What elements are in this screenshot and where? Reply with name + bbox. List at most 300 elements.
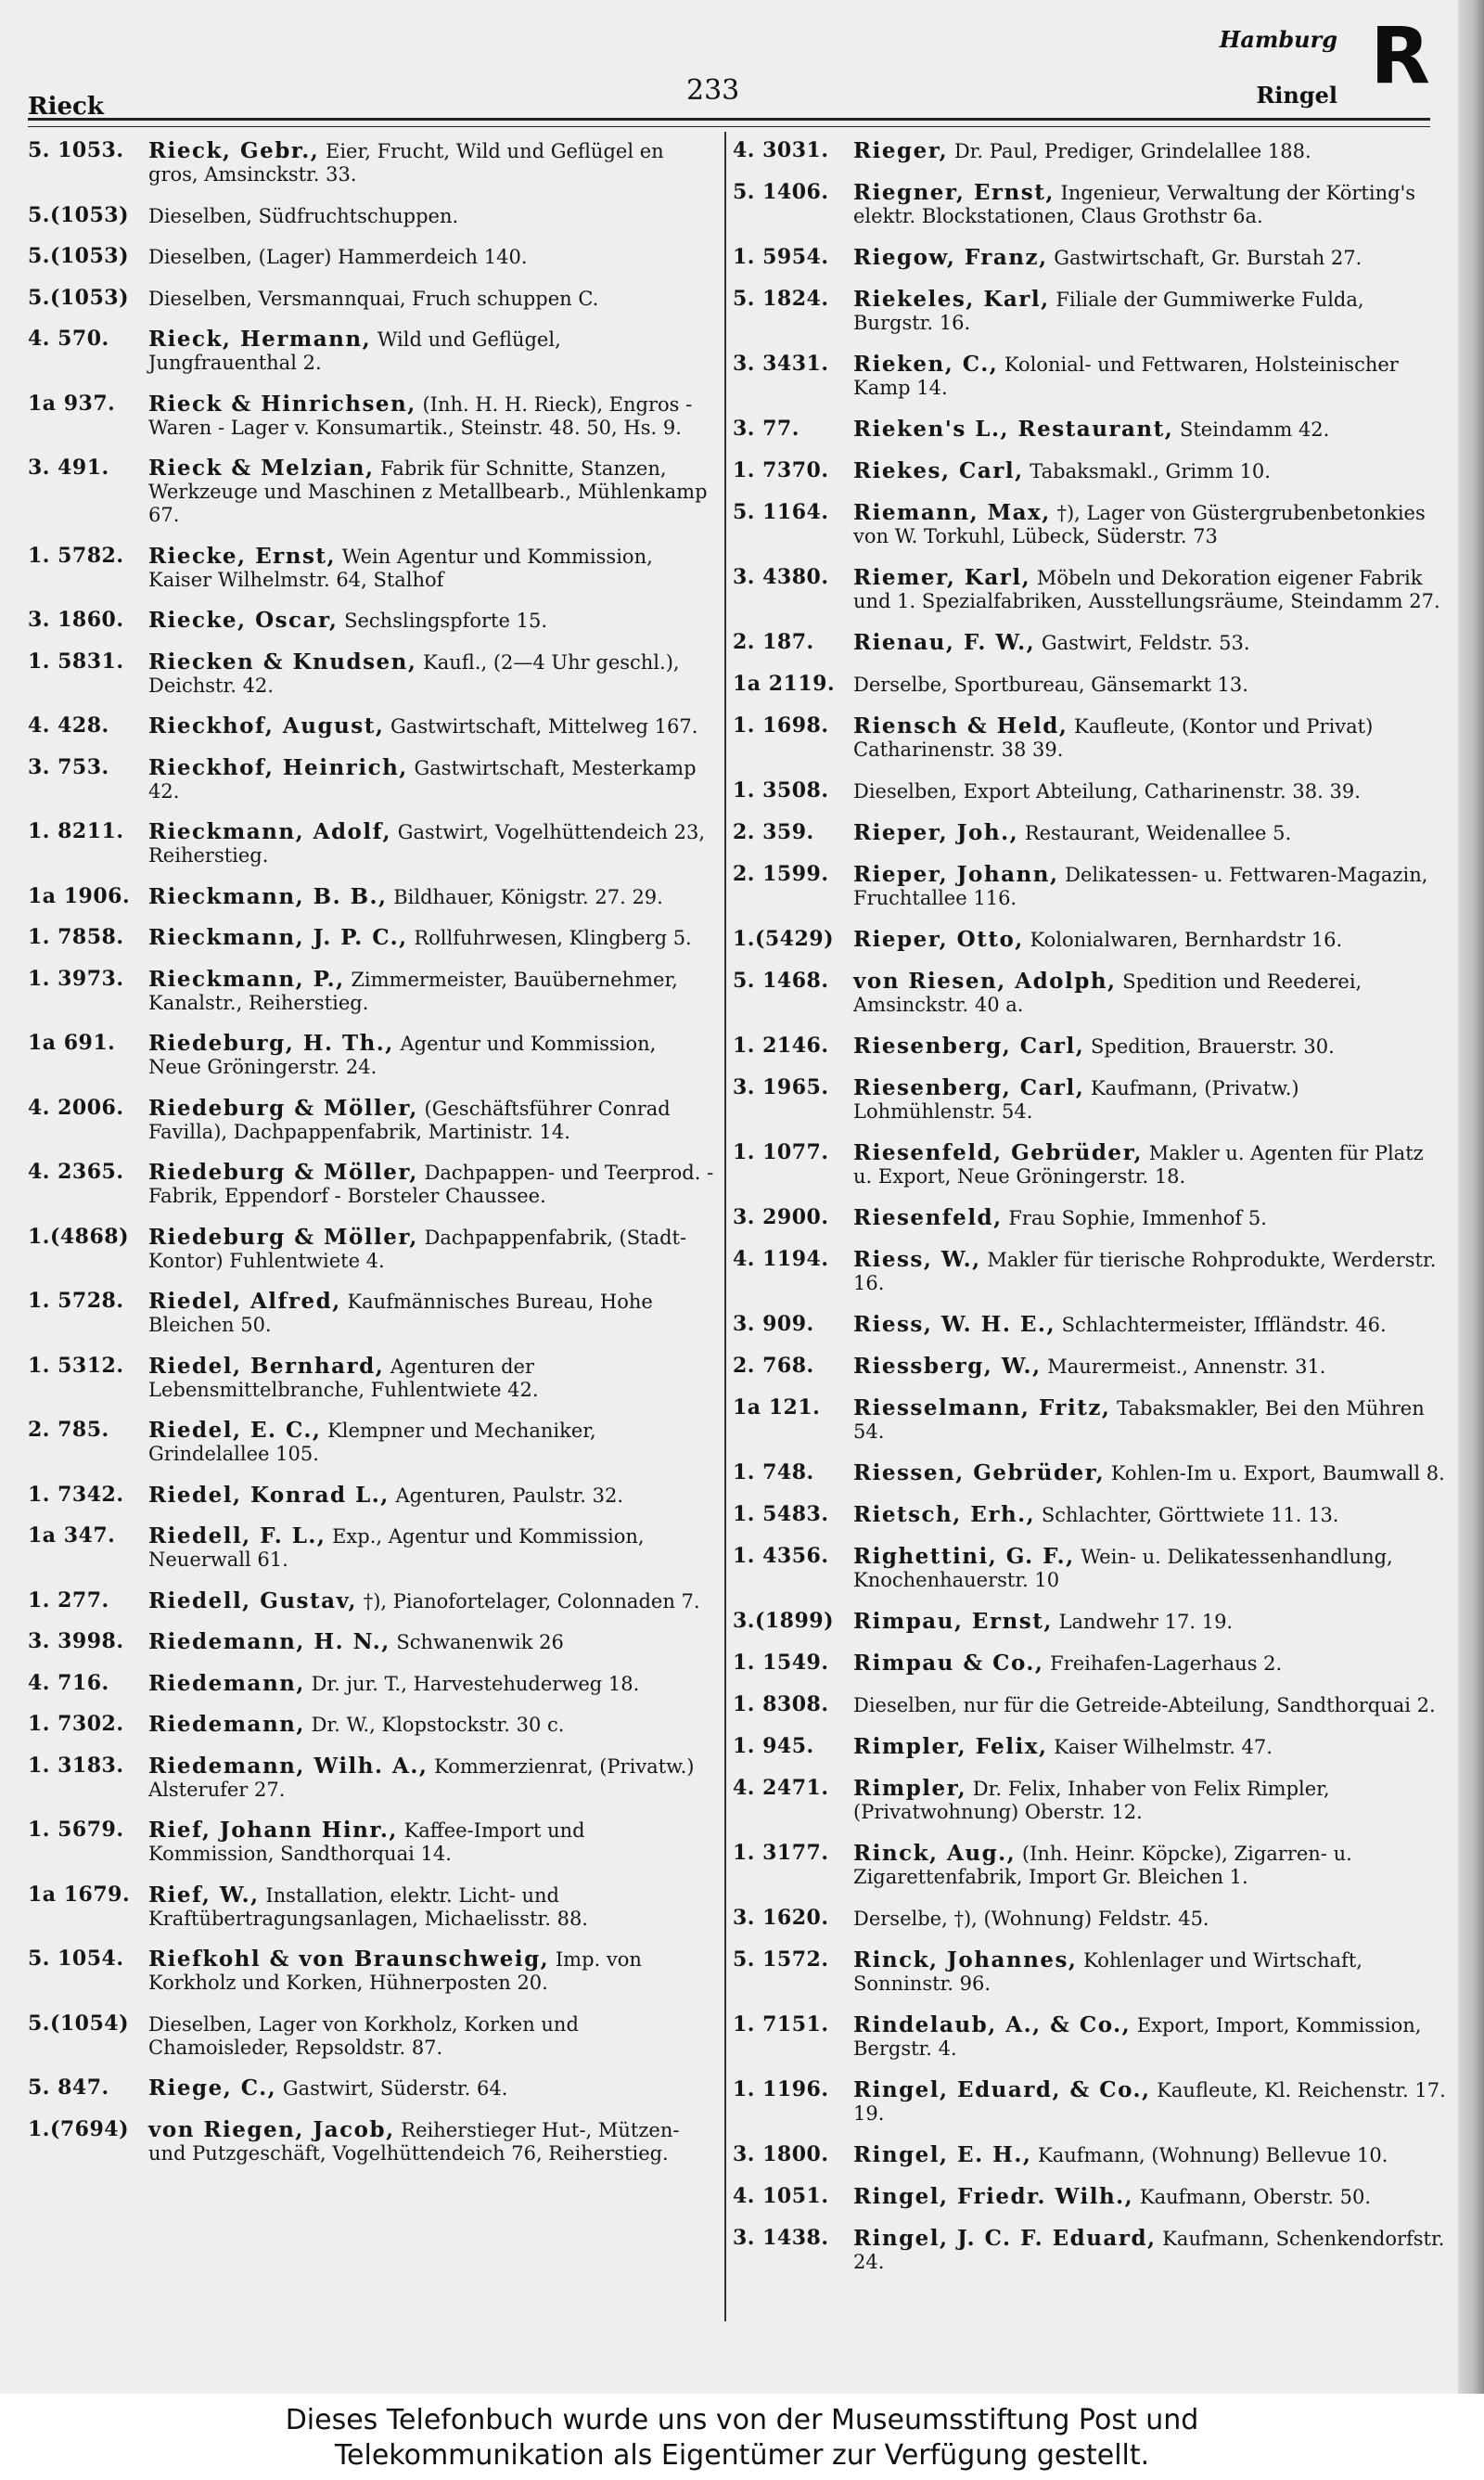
subscriber-details: Dr. Paul, Prediger, Grindelallee 188. <box>953 140 1311 162</box>
subscriber-details: Dr. jur. T., Harvestehuderweg 18. <box>311 1672 640 1695</box>
phone-number: 1. 3508. <box>733 778 829 803</box>
directory-entry <box>733 1034 1447 1059</box>
subscriber-details: Dieselben, Export Abteilung, Catharinenstr. 38. 39. <box>853 780 1361 803</box>
phone-number: 1. 1698. <box>733 713 829 738</box>
entry-text <box>148 1630 714 1654</box>
entry-text <box>148 1713 714 1737</box>
entry-text <box>148 1097 714 1144</box>
directory-entry <box>733 631 1447 655</box>
entry-text <box>148 1672 714 1696</box>
entry-text <box>853 1948 1447 1996</box>
directory-entry <box>28 204 714 228</box>
phone-number: 4. 2006. <box>28 1095 124 1120</box>
subscriber-details: Makler u. Agenten für Platz u. Export, Neue Gröningerstr. 18. <box>853 1142 1424 1188</box>
subscriber-name: Riesenfeld, <box>853 1205 1003 1230</box>
subscriber-name: Rinck, Aug., <box>853 1841 1017 1866</box>
phone-number: 1. 5954. <box>733 245 829 269</box>
directory-entry <box>28 1161 714 1208</box>
directory-entry <box>733 2227 1447 2274</box>
directory-entry <box>28 756 714 803</box>
subscriber-name: Rieger, <box>853 138 949 163</box>
directory-entry <box>733 501 1447 548</box>
subscriber-name: Rieckhof, Heinrich, <box>148 754 408 780</box>
directory-entry <box>733 1735 1447 1759</box>
footer-line-1: Dieses Telefonbuch wurde uns von der Museumsstiftung Post und <box>285 2404 1199 2436</box>
directory-entry <box>733 459 1447 483</box>
directory-entry <box>733 673 1447 697</box>
directory-entry <box>28 392 714 440</box>
directory-entry <box>28 456 714 527</box>
subscriber-name: Riessen, Gebrüder, <box>853 1460 1106 1485</box>
subscriber-details: Kohlen-Im u. Export, Baumwall 8. <box>1110 1462 1445 1484</box>
subscriber-details: Dieselben, Südfruchtschuppen. <box>148 204 459 227</box>
subscriber-name: Riedemann, Wilh. A., <box>148 1753 429 1779</box>
subscriber-details: Maurermeist., Annenstr. 31. <box>1047 1356 1326 1378</box>
subscriber-name: Riedel, E. C., <box>148 1418 322 1443</box>
phone-number: 3. 909. <box>733 1312 814 1336</box>
directory-entry <box>733 1248 1447 1295</box>
phone-number: 1. 1196. <box>733 2077 829 2101</box>
subscriber-details: Delikatessen- u. Fettwaren-Magazin, Fruchtallee 116. <box>853 864 1428 909</box>
phone-number: 2. 1599. <box>733 862 829 886</box>
directory-entry <box>733 779 1447 803</box>
subscriber-details: Filiale der Gummiwerke Fulda, Burgstr. 16. <box>853 289 1364 334</box>
directory-entry <box>28 287 714 311</box>
entry-text <box>148 1883 714 1931</box>
subscriber-details: Steindamm 42. <box>1179 418 1330 441</box>
directory-entry <box>28 1226 714 1273</box>
entry-text <box>853 1735 1447 1759</box>
directory-entry <box>733 2185 1447 2209</box>
entry-text <box>148 1032 714 1079</box>
entry-text <box>148 204 714 228</box>
entry-text <box>148 2012 714 2060</box>
directory-entry <box>733 1503 1447 1527</box>
subscriber-name: Riedel, Bernhard, <box>148 1353 385 1379</box>
directory-entry <box>28 245 714 269</box>
entry-text <box>853 1693 1447 1717</box>
entry-text <box>853 1777 1447 1824</box>
entry-text <box>148 926 714 950</box>
entry-text <box>853 1842 1447 1889</box>
directory-entry <box>28 650 714 698</box>
entry-text <box>853 1355 1447 1379</box>
entry-text <box>853 139 1447 163</box>
phone-number: 4. 570. <box>28 327 109 351</box>
phone-number: 1a 347. <box>28 1523 116 1548</box>
directory-entry <box>28 545 714 592</box>
subscriber-details: Gastwirt, Feldstr. 53. <box>1041 632 1250 654</box>
header-rule-thin <box>28 126 1430 127</box>
directory-entry <box>733 1545 1447 1592</box>
phone-number: 3. 3431. <box>733 352 829 376</box>
subscriber-details: †), Lager von Güstergrubenbetonkies von W. Torkuhl, Lübeck, Süderstr. 73 <box>853 502 1426 547</box>
directory-entry <box>733 566 1447 613</box>
subscriber-details: Kaiser Wilhelmstr. 47. <box>1054 1736 1273 1758</box>
phone-number: 2. 768. <box>733 1354 814 1378</box>
subscriber-name: Riesselmann, Fritz, <box>853 1395 1111 1420</box>
subscriber-name: Rieck & Melzian, <box>148 456 375 481</box>
directory-entry <box>28 1630 714 1654</box>
entry-text <box>853 181 1447 228</box>
subscriber-name: Riess, W. H. E., <box>853 1312 1055 1337</box>
column-separator <box>724 132 726 2321</box>
directory-entry <box>733 928 1447 952</box>
subscriber-name: Riedemann, H. N., <box>148 1629 390 1654</box>
directory-entry <box>733 1907 1447 1931</box>
phone-number: 4. 716. <box>28 1670 109 1695</box>
entry-text <box>148 1947 714 1995</box>
subscriber-details: Wein- u. Delikatessenhandlung, Knochenhauerstr. 10 <box>853 1546 1393 1591</box>
phone-number: 1. 8211. <box>28 819 124 843</box>
entry-text <box>148 1355 714 1402</box>
phone-number: 5.(1054) <box>28 2011 130 2036</box>
directory-entry <box>28 1947 714 1995</box>
phone-number: 2. 359. <box>733 820 814 844</box>
subscriber-name: Riedel, Alfred, <box>148 1289 341 1314</box>
directory-entry <box>28 1754 714 1802</box>
phone-number: 4. 1051. <box>733 2184 829 2208</box>
phone-number: 1. 5679. <box>28 1818 124 1842</box>
phone-number: 1. 3177. <box>733 1841 829 1865</box>
directory-entry <box>733 970 1447 1017</box>
phone-number: 5.(1053) <box>28 202 130 227</box>
entry-text <box>853 1313 1447 1337</box>
directory-entry <box>733 181 1447 228</box>
directory-entry <box>733 1141 1447 1189</box>
subscriber-name: Riedemann, <box>148 1670 305 1696</box>
directory-entry <box>28 2076 714 2101</box>
subscriber-name: Ringel, Friedr. Wilh., <box>853 2184 1134 2209</box>
subscriber-details: †), Pianofortelager, Colonnaden 7. <box>363 1589 700 1613</box>
directory-entry <box>28 328 714 375</box>
subscriber-name: Rieken's L., Restaurant, <box>853 417 1174 442</box>
directory-entry <box>733 1610 1447 1634</box>
phone-number: 5. 1824. <box>733 287 829 311</box>
subscriber-name: Riecke, Oscar, <box>148 608 339 633</box>
phone-number: 5. 1053. <box>28 138 124 162</box>
directory-entry <box>733 2143 1447 2167</box>
entry-text <box>148 1754 714 1802</box>
entry-text <box>853 459 1447 483</box>
directory-entry <box>733 1777 1447 1824</box>
phone-number: 5. 1572. <box>733 1947 829 1972</box>
entry-text <box>148 650 714 698</box>
subscriber-details: Kaufmännisches Bureau, Hohe Bleichen 50. <box>148 1291 653 1336</box>
directory-entry <box>733 1355 1447 1379</box>
phone-number: 1a 1679. <box>28 1882 131 1907</box>
subscriber-details: Installation, elektr. Licht- und Kraftübertragungsanlagen, Michaelisstr. 88. <box>148 1883 588 1930</box>
entry-text <box>853 1034 1447 1059</box>
subscriber-name: Rieckmann, B. B., <box>148 883 388 909</box>
subscriber-details: Dr. Felix, Inhaber von Felix Rimpler, (Privatwohnung) Oberstr. 12. <box>853 1778 1330 1823</box>
subscriber-details: Dieselben, Lager von Korkholz, Korken und Chamoisleder, Repsoldstr. 87. <box>148 2012 579 2059</box>
subscriber-details: Kaufmann, Schenkendorfstr. 24. <box>853 2228 1445 2273</box>
left-column <box>28 139 714 2182</box>
subscriber-details: Agenturen, Paulstr. 32. <box>395 1484 623 1507</box>
directory-entry <box>28 1355 714 1402</box>
phone-number: 5. 1054. <box>28 1947 124 1971</box>
subscriber-name: Riefkohl & von Braunschweig, <box>148 1947 550 1972</box>
subscriber-details: Gastwirtschaft, Mesterkamp 42. <box>148 756 697 803</box>
subscriber-details: Klempner und Mechaniker, Grindelallee 105. <box>148 1420 596 1465</box>
subscriber-name: Rieck, Hermann, <box>148 327 372 352</box>
entry-text <box>148 1419 714 1466</box>
subscriber-name: Rimpau & Co., <box>853 1651 1044 1676</box>
phone-number: 3. 1620. <box>733 1906 829 1930</box>
directory-entry <box>733 1206 1447 1230</box>
subscriber-name: Rietsch, Erh., <box>853 1502 1036 1527</box>
phone-number: 1. 5728. <box>28 1289 124 1313</box>
directory-entry <box>28 609 714 633</box>
phone-number: 5. 1164. <box>733 500 829 524</box>
subscriber-details: (Inh. H. H. Rieck), Engros - Waren - Lager v. Konsumartik., Steinstr. 48. 50, Hs. 9. <box>148 392 693 439</box>
subscriber-name: von Riegen, Jacob, <box>148 2116 395 2142</box>
directory-entry <box>733 1313 1447 1337</box>
subscriber-details: Kaufmann, (Wohnung) Bellevue 10. <box>1038 2144 1388 2166</box>
directory-entry <box>733 1461 1447 1485</box>
directory-entry <box>28 885 714 909</box>
directory-entry <box>733 714 1447 762</box>
footer-notice <box>0 2403 1484 2474</box>
entry-text <box>853 566 1447 613</box>
subscriber-name: Rieper, Johann, <box>853 862 1059 887</box>
subscriber-name: Riedeburg & Möller, <box>148 1160 418 1185</box>
subscriber-name: Riemann, Max, <box>853 500 1051 525</box>
header-city: Hamburg <box>1219 26 1337 53</box>
subscriber-name: Riessberg, W., <box>853 1354 1042 1379</box>
subscriber-details: Rollfuhrwesen, Klingberg 5. <box>414 927 692 949</box>
subscriber-name: Riekeles, Karl, <box>853 287 1050 312</box>
subscriber-details: Kaufmann, Oberstr. 50. <box>1139 2186 1372 2208</box>
entry-text <box>853 2227 1447 2274</box>
subscriber-details: Restaurant, Weidenallee 5. <box>1024 822 1292 844</box>
entry-text <box>853 1141 1447 1189</box>
phone-number: 3. 3998. <box>28 1629 124 1653</box>
subscriber-name: Rieck, Gebr., <box>148 138 320 163</box>
phone-number: 1. 277. <box>28 1587 109 1613</box>
entry-text <box>853 1248 1447 1295</box>
subscriber-name: Riesenberg, Carl, <box>853 1034 1085 1059</box>
entry-text <box>148 1226 714 1273</box>
subscriber-name: Riedell, Gustav, <box>148 1587 358 1613</box>
right-column <box>733 139 1447 2292</box>
phone-number: 1. 3973. <box>28 966 124 991</box>
entry-text <box>148 820 714 867</box>
subscriber-name: Rindelaub, A., & Co., <box>853 2012 1132 2037</box>
subscriber-details: Gastwirtschaft, Gr. Burstah 27. <box>1054 247 1362 269</box>
phone-number: 1. 5483. <box>733 1502 829 1526</box>
subscriber-details: Export, Import, Kommission, Bergstr. 4. <box>853 2014 1422 2060</box>
phone-number: 1. 7370. <box>733 458 829 482</box>
subscriber-details: (Inh. Heinr. Köpcke), Zigarren- u. Zigarettenfabrik, Import Gr. Bleichen 1. <box>853 1843 1352 1888</box>
phone-number: 5.(1053) <box>28 244 130 268</box>
phone-number: 3. 1965. <box>733 1075 829 1099</box>
phone-number: 1.(4868) <box>28 1224 130 1249</box>
phone-number: 1a 691. <box>28 1031 116 1055</box>
entry-text <box>148 456 714 527</box>
subscriber-details: Kaffee-Import und Kommission, Sandthorquai 14. <box>148 1819 585 1865</box>
directory-entry <box>733 1076 1447 1124</box>
entry-text <box>853 863 1447 910</box>
phone-number: 1. 3183. <box>28 1753 124 1778</box>
entry-text <box>853 779 1447 803</box>
phone-number: 2. 785. <box>28 1418 109 1442</box>
directory-entry <box>28 926 714 950</box>
subscriber-name: Riege, C., <box>148 2075 277 2101</box>
phone-number: 1. 5831. <box>28 649 124 674</box>
subscriber-details: Landwehr 17. 19. <box>1058 1611 1234 1633</box>
entry-text <box>148 714 714 739</box>
phone-number: 4. 3031. <box>733 138 829 162</box>
subscriber-details: Agenturen der Lebensmittelbranche, Fuhlentwiete 42. <box>148 1355 539 1401</box>
directory-entry <box>28 1589 714 1613</box>
subscriber-details: Schwanenwik 26 <box>396 1631 564 1653</box>
phone-number: 1. 7151. <box>733 2012 829 2037</box>
directory-entry <box>733 2013 1447 2061</box>
subscriber-details: Dachpappenfabrik, (Stadt-Kontor) Fuhlentwiete 4. <box>148 1226 687 1272</box>
subscriber-name: Rief, Johann Hinr., <box>148 1818 398 1843</box>
subscriber-name: Rieckmann, Adolf, <box>148 819 392 844</box>
subscriber-name: Rimpler, Felix, <box>853 1734 1048 1759</box>
subscriber-name: Rieck & Hinrichsen, <box>148 391 416 417</box>
phone-number: 1. 4356. <box>733 1544 829 1568</box>
subscriber-details: Reiherstieger Hut-, Mützen- und Putzgeschäft, Vogelhüttendeich 76, Reiherstieg. <box>148 2118 680 2165</box>
entry-text <box>148 1484 714 1508</box>
subscriber-details: Derselbe, †), (Wohnung) Feldstr. 45. <box>853 1908 1209 1930</box>
subscriber-name: Riedeburg, H. Th., <box>148 1031 394 1056</box>
directory-entry <box>28 1484 714 1508</box>
subscriber-details: Dieselben, nur für die Getreide-Abteilung, Sandthorquai 2. <box>853 1694 1436 1716</box>
page-number: 233 <box>686 74 740 107</box>
directory-entry <box>28 1419 714 1466</box>
directory-entry <box>733 1842 1447 1889</box>
entry-text <box>148 139 714 186</box>
directory-entry <box>733 246 1447 270</box>
subscriber-name: Riemer, Karl, <box>853 565 1031 590</box>
directory-entry <box>733 288 1447 335</box>
entry-text <box>853 1206 1447 1230</box>
subscriber-details: Ingenieur, Verwaltung der Körting's elektr. Blockstationen, Claus Grothstr 6a. <box>853 182 1416 227</box>
entry-text <box>853 501 1447 548</box>
subscriber-name: Rieckmann, J. P. C., <box>148 925 408 950</box>
subscriber-details: Wein Agentur und Kommission, Kaiser Wilhelmstr. 64, Stalhof <box>148 545 653 591</box>
subscriber-name: Riedel, Konrad L., <box>148 1482 390 1508</box>
entry-text <box>853 714 1447 762</box>
subscriber-name: Riensch & Held, <box>853 713 1068 739</box>
directory-entry <box>733 353 1447 400</box>
phone-number: 3. 753. <box>28 754 109 779</box>
directory-entry <box>733 2078 1447 2126</box>
phone-number: 4. 1194. <box>733 1247 829 1271</box>
subscriber-details: Agentur und Kommission, Neue Gröningerstr. 24. <box>148 1033 657 1078</box>
phone-number: 1a 2119. <box>733 672 836 696</box>
phone-number: 3.(1899) <box>733 1609 835 1633</box>
entry-text <box>148 1818 714 1866</box>
subscriber-details: Dieselben, Versmannquai, Fruch schuppen C. <box>148 287 599 310</box>
subscriber-details: Tabaksmakl., Grimm 10. <box>1030 460 1271 482</box>
entry-text <box>148 545 714 592</box>
phone-number: 3. 4380. <box>733 565 829 589</box>
subscriber-name: Rinck, Johannes, <box>853 1947 1078 1972</box>
phone-number: 3. 1800. <box>733 2142 829 2166</box>
directory-entry <box>28 1290 714 1337</box>
entry-text <box>148 968 714 1015</box>
phone-number: 1. 5782. <box>28 543 124 568</box>
entry-text <box>853 1076 1447 1124</box>
phone-number: 1a 937. <box>28 391 116 416</box>
book-spine-edge <box>1458 0 1484 2394</box>
subscriber-details: Schlachtermeister, Iffländstr. 46. <box>1061 1314 1387 1336</box>
subscriber-name: Riesenfeld, Gebrüder, <box>853 1140 1144 1165</box>
subscriber-details: Schlachter, Görttwiete 11. 13. <box>1041 1504 1339 1526</box>
entry-text <box>148 1524 714 1572</box>
phone-number: 1a 121. <box>733 1395 821 1420</box>
subscriber-details: Spedition und Reederei, Amsinckstr. 40 a. <box>853 970 1362 1016</box>
subscriber-name: Ringel, Eduard, & Co., <box>853 2077 1151 2102</box>
header-first-entry: Rieck <box>28 93 104 121</box>
phone-number: 5.(1053) <box>28 285 130 310</box>
directory-entry <box>733 418 1447 442</box>
subscriber-details: Eier, Frucht, Wild und Geflügel en gros, Amsinckstr. 33. <box>148 140 664 186</box>
entry-text <box>853 2143 1447 2167</box>
subscriber-name: Riecke, Ernst, <box>148 543 337 569</box>
directory-entry <box>28 1713 714 1737</box>
subscriber-name: Rieper, Otto, <box>853 927 1024 952</box>
entry-text <box>853 673 1447 697</box>
phone-number: 1a 1906. <box>28 883 131 908</box>
subscriber-details: Derselbe, Sportbureau, Gänsemarkt 13. <box>853 674 1248 696</box>
phone-number: 1. 2146. <box>733 1034 829 1058</box>
phone-number: 1. 1549. <box>733 1651 829 1675</box>
directory-entry <box>28 1672 714 1696</box>
entry-text <box>148 392 714 440</box>
subscriber-name: Riedell, F. L., <box>148 1523 326 1548</box>
section-letter: R <box>1370 10 1430 101</box>
directory-entry <box>28 1032 714 1079</box>
subscriber-details: Bildhauer, Königstr. 27. 29. <box>393 885 663 908</box>
directory-entry <box>28 1524 714 1572</box>
entry-text <box>853 928 1447 952</box>
phone-number: 3. 77. <box>733 417 800 441</box>
subscriber-details: Zimmermeister, Bauübernehmer, Kanalstr., Reiherstieg. <box>148 968 678 1014</box>
entry-text <box>853 1651 1447 1676</box>
subscriber-details: Fabrik für Schnitte, Stanzen, Werkzeuge und Maschinen z Metallbearb., Mühlenkamp 67. <box>148 457 708 526</box>
subscriber-name: Rieper, Joh., <box>853 820 1019 845</box>
subscriber-name: Riedeburg & Möller, <box>148 1095 418 1121</box>
subscriber-name: Riess, W., <box>853 1247 981 1272</box>
entry-text <box>148 885 714 909</box>
page-header <box>28 0 1430 125</box>
subscriber-name: Rieken, C., <box>853 352 999 377</box>
subscriber-details: Gastwirtschaft, Mittelweg 167. <box>390 715 698 738</box>
directory-entry <box>28 139 714 186</box>
subscriber-details: Sechslingspforte 15. <box>344 610 547 632</box>
phone-number: 5. 1468. <box>733 969 829 993</box>
footer-line-2: Telekommunikation als Eigentümer zur Verfügung gestellt. <box>334 2439 1150 2472</box>
phone-number: 3. 1438. <box>733 2226 829 2250</box>
directory-entry <box>28 968 714 1015</box>
phone-number: 3. 1860. <box>28 608 124 632</box>
entry-text <box>148 287 714 311</box>
phone-number: 1. 945. <box>733 1734 814 1758</box>
entry-text <box>148 2118 714 2165</box>
header-last-entry: Ringel <box>1256 82 1337 109</box>
directory-entry <box>28 1097 714 1144</box>
subscriber-name: von Riesen, Adolph, <box>853 969 1117 994</box>
subscriber-name: Rimpler, <box>853 1776 967 1801</box>
phone-number: 2. 187. <box>733 630 814 654</box>
